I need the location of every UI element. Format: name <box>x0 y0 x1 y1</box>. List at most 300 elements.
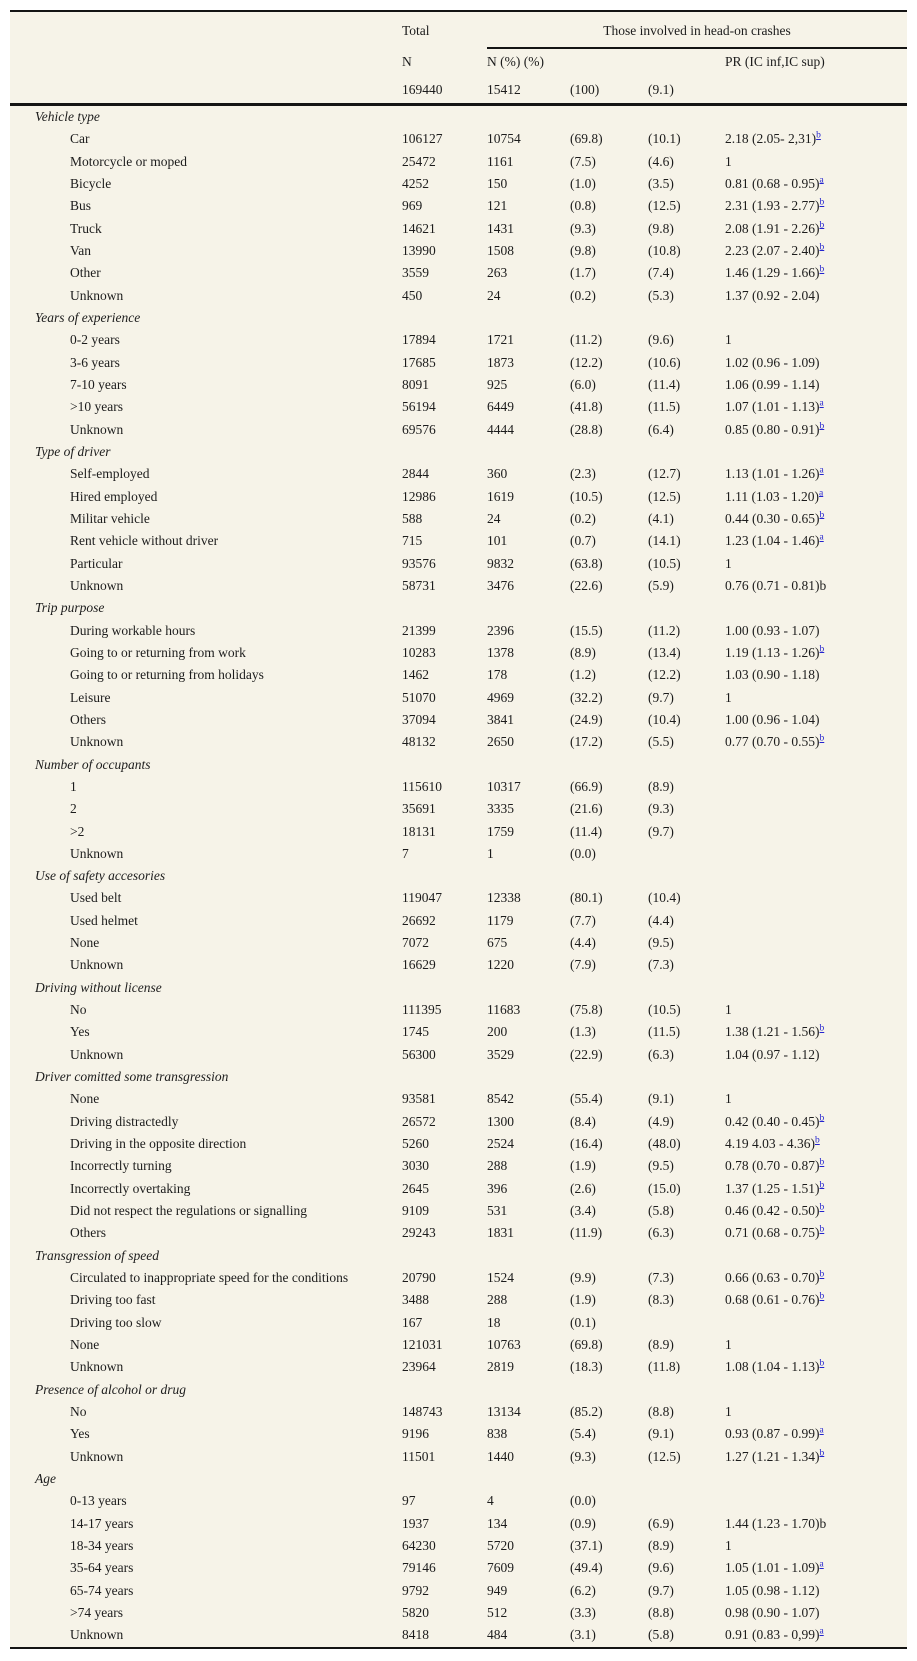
cell-total-n: 17894 <box>402 332 436 348</box>
cell-total-n: 3030 <box>402 1158 429 1174</box>
cell-pr: 0.91 (0.83 - 0,99)$^a$ <box>725 1626 824 1643</box>
cell-pct-col: (63.8) <box>570 555 603 571</box>
row-label: 35-64 years <box>70 1560 134 1576</box>
cell-total-n: 25472 <box>402 153 436 169</box>
cell-pct-col: (80.1) <box>570 890 603 906</box>
table-row <box>10 1088 907 1110</box>
row-label: Rent vehicle without driver <box>70 533 219 549</box>
cell-n: 4 <box>487 1493 494 1509</box>
cell-pct-col: (0.7) <box>570 533 596 549</box>
cell-pr: 1.08 (1.04 - 1.13)$^b$ <box>725 1358 825 1375</box>
table-row <box>10 642 907 664</box>
cell-pct-col: (41.8) <box>570 399 603 415</box>
row-label: >74 years <box>70 1604 123 1620</box>
cell-n: 2650 <box>487 734 514 750</box>
footnote-marker-a[interactable]: a <box>819 1425 824 1436</box>
section-title: Trip purpose <box>35 600 105 616</box>
cell-n: 531 <box>487 1203 508 1219</box>
cell-pr: 1.04 (0.97 - 1.12) <box>725 1046 820 1062</box>
footnote-marker-b[interactable]: b <box>819 1023 825 1034</box>
cell-n: 2524 <box>487 1136 514 1152</box>
table-row <box>10 999 907 1021</box>
table-row <box>10 1580 907 1602</box>
cell-pct-col: (2.6) <box>570 1180 596 1196</box>
table-row <box>10 932 907 954</box>
row-label: Militar vehicle <box>70 510 150 526</box>
footnote-marker-b[interactable]: b <box>819 242 825 253</box>
table-row <box>10 1401 907 1423</box>
footnote-marker-a[interactable]: a <box>819 175 824 186</box>
cell-pr: 1.44 (1.23 - 1.70)b <box>725 1515 827 1531</box>
table-row <box>10 553 907 575</box>
cell-pct-col: (9.3) <box>570 220 596 236</box>
row-label: 65-74 years <box>70 1582 134 1598</box>
row-label: Truck <box>70 220 102 236</box>
row-label: Unknown <box>70 845 124 861</box>
cell-pct-col: (22.6) <box>570 577 603 593</box>
section-header-row <box>10 1379 907 1401</box>
cell-n: 5720 <box>487 1538 514 1553</box>
table-row <box>10 620 907 642</box>
header-span-head-on-crashes <box>487 14 907 49</box>
row-label: Circulated to inappropriate speed for the conditions <box>70 1270 349 1286</box>
cell-n: 3335 <box>487 801 514 817</box>
cell-pct-row: (8.8) <box>648 1604 674 1620</box>
cell-pr <box>725 1490 907 1512</box>
cell-pct-col: (7.9) <box>570 957 596 973</box>
table-row <box>10 1513 907 1535</box>
row-label: Going to or returning from holidays <box>70 667 264 683</box>
table-row <box>10 1178 907 1200</box>
cell-n: 3841 <box>487 711 514 727</box>
cell-pr <box>725 932 907 954</box>
cell-n: 200 <box>487 1024 508 1040</box>
cell-pct-row: (48.0) <box>648 1136 681 1152</box>
cell-total-n: 111395 <box>402 1002 442 1018</box>
cell-pct-col: (69.8) <box>570 1337 603 1353</box>
header-spacer <box>570 47 648 77</box>
section-title: Vehicle type <box>35 109 100 124</box>
cell-pct-col: (16.4) <box>570 1136 603 1152</box>
cell-n: 1619 <box>487 488 514 504</box>
table-header <box>10 12 907 106</box>
table-row <box>10 486 907 508</box>
cell-pr: 0.81 (0.68 - 0.95)$^a$ <box>725 175 824 191</box>
cell-pct-col: (6.2) <box>570 1582 596 1598</box>
cell-total-n: 969 <box>402 198 423 214</box>
cell-pr <box>725 798 907 820</box>
cell-pct-col: (0.2) <box>570 287 596 303</box>
cell-pct-col: (9.9) <box>570 1270 596 1286</box>
cell-total-n: 37094 <box>402 711 436 727</box>
cell-pr: 0.93 (0.87 - 0.99)$^a$ <box>725 1425 824 1442</box>
footnote-marker-a[interactable]: a <box>819 488 824 499</box>
cell-total-n: 2645 <box>402 1180 429 1196</box>
cell-pct-row: (4.6) <box>648 153 674 169</box>
cell-pct-row <box>648 843 725 865</box>
cell-pr: 1.37 (0.92 - 2.04) <box>725 287 820 303</box>
cell-pr <box>725 910 907 932</box>
footnote-marker-b[interactable]: b <box>819 220 825 231</box>
cell-total-n: 588 <box>402 510 423 526</box>
cell-pr: 1.11 (1.03 - 1.20)$^a$ <box>725 488 824 504</box>
row-label: Car <box>70 131 90 147</box>
cell-n: 9832 <box>487 555 514 571</box>
cell-pct-row: (11.2) <box>648 622 681 638</box>
cell-pr: 0.78 (0.70 - 0.87)$^b$ <box>725 1157 825 1174</box>
cell-total-n: 56194 <box>402 399 436 415</box>
cell-pct-col: (0.0) <box>570 1493 596 1509</box>
table-row <box>10 1222 907 1244</box>
cell-pct-row: (9.6) <box>648 332 674 348</box>
footnote-marker-b[interactable]: b <box>819 1224 825 1235</box>
cell-pct-row: (9.7) <box>648 689 674 705</box>
cell-pct-col: (3.1) <box>570 1627 596 1643</box>
cell-total-n: 9196 <box>402 1426 429 1442</box>
cell-pct-row: (5.5) <box>648 734 674 750</box>
footnote-marker-a[interactable]: a <box>819 1559 824 1570</box>
cell-n: 10317 <box>487 778 521 794</box>
cell-pct-row: (14.1) <box>648 533 681 549</box>
cell-pct-row: (9.6) <box>648 1560 674 1576</box>
row-label: Bicycle <box>70 175 112 191</box>
cell-pct-col: (0.2) <box>570 510 596 526</box>
section-title: Type of driver <box>35 443 111 459</box>
footnote-marker-b[interactable]: b <box>819 421 825 432</box>
cell-pr: 1.05 (1.01 - 1.09)$^a$ <box>725 1559 824 1576</box>
cell-total-n: 7072 <box>402 935 429 951</box>
cell-pct-row: (3.5) <box>648 175 674 191</box>
cell-pct-row: (9.1) <box>648 1091 674 1107</box>
footnote-marker-b[interactable]: b <box>819 733 825 744</box>
cell-pct-row: (10.8) <box>648 242 681 258</box>
cell-pr <box>725 821 907 843</box>
row-label: Van <box>70 242 91 258</box>
cell-pct-row: (9.8) <box>648 220 674 236</box>
header-n-pct-label: N (%) (%) <box>487 54 544 69</box>
cell-n: 24 <box>487 287 501 303</box>
cell-pct-col: (1.7) <box>570 265 596 281</box>
cell-pct-col: (5.4) <box>570 1426 596 1442</box>
cell-pct-row: (5.3) <box>648 287 674 303</box>
cell-pct-col: (0.0) <box>570 845 596 861</box>
cell-n: 288 <box>487 1158 508 1174</box>
table-row <box>10 776 907 798</box>
cell-pct-row: (5.8) <box>648 1627 674 1643</box>
cell-total-n: 56300 <box>402 1046 436 1062</box>
table-row <box>10 285 907 307</box>
cell-pct-row: (12.7) <box>648 466 681 482</box>
cell-pct-row: (8.9) <box>648 1337 674 1353</box>
table-row <box>10 1423 907 1445</box>
cell-total-n: 148743 <box>402 1404 443 1420</box>
cell-n: 949 <box>487 1582 508 1598</box>
cell-pct-row: (7.3) <box>648 957 674 973</box>
cell-n: 925 <box>487 376 508 392</box>
row-label: Unknown <box>70 1359 124 1375</box>
table-row <box>10 329 907 351</box>
cell-pct-row <box>648 1490 725 1512</box>
cell-pct-row: (10.4) <box>648 890 681 906</box>
footnote-marker-b[interactable]: b <box>819 1269 825 1280</box>
cell-pr: 0.85 (0.80 - 0.91)$^b$ <box>725 421 825 437</box>
header-total-value: 169440 <box>402 82 443 97</box>
table-body <box>10 106 907 1647</box>
footnote-marker-b[interactable]: b <box>819 644 825 655</box>
cell-total-n: 1745 <box>402 1024 429 1040</box>
cell-pr <box>725 776 907 798</box>
cell-pct-row: (11.4) <box>648 376 681 392</box>
cell-total-n: 1462 <box>402 667 429 683</box>
cell-pct-col: (10.5) <box>570 488 603 504</box>
cell-pct-row: (11.8) <box>648 1359 681 1375</box>
footnote-marker-b[interactable]: b <box>819 1358 825 1369</box>
cell-pct-col: (1.3) <box>570 1024 596 1040</box>
cell-pr: 1.02 (0.96 - 1.09) <box>725 354 820 370</box>
cell-pct-row: (9.7) <box>648 823 674 839</box>
cell-total-n: 14621 <box>402 220 436 236</box>
footnote-marker-b[interactable]: b <box>816 130 821 141</box>
cell-pct-row: (8.8) <box>648 1404 674 1420</box>
section-header-row <box>10 865 907 887</box>
cell-pct-row: (10.5) <box>648 1002 681 1018</box>
cell-total-n: 3559 <box>402 265 429 281</box>
row-label: Going to or returning from work <box>70 644 246 660</box>
header-spacer <box>725 77 907 103</box>
cell-pct-row: (6.3) <box>648 1046 674 1062</box>
cell-pr: 0.76 (0.71 - 0.81)b <box>725 577 827 593</box>
table-row <box>10 1021 907 1043</box>
cell-pct-col: (0.9) <box>570 1515 596 1531</box>
cell-pct-col: (66.9) <box>570 778 603 794</box>
cell-total-n: 93576 <box>402 555 436 571</box>
section-title: Number of occupants <box>35 756 151 772</box>
row-label: No <box>70 1404 87 1420</box>
row-label: No <box>70 1002 87 1018</box>
cell-pr: 1.06 (0.99 - 1.14) <box>725 376 820 392</box>
table-row <box>10 1044 907 1066</box>
row-label: Driving distractedly <box>70 1113 179 1129</box>
cell-pct-col: (3.4) <box>570 1203 596 1219</box>
table-row <box>10 664 907 686</box>
cell-pct-col: (8.9) <box>570 644 596 660</box>
section-title: Presence of alcohol or drug <box>35 1381 186 1397</box>
cell-total-n: 115610 <box>402 778 442 794</box>
row-label: Used helmet <box>70 912 138 928</box>
cell-total-n: 26572 <box>402 1113 436 1129</box>
cell-pct-row: (12.5) <box>648 1448 681 1464</box>
cell-total-n: 450 <box>402 287 423 303</box>
row-label: Bus <box>70 198 92 214</box>
footnote-marker-a[interactable]: a <box>819 465 824 476</box>
cell-pr: 1.46 (1.29 - 1.66)$^b$ <box>725 264 825 281</box>
table-row <box>10 954 907 976</box>
cell-pct-row: (9.5) <box>648 1158 674 1174</box>
section-title: Years of experience <box>35 309 141 325</box>
cell-pct-col: (11.4) <box>570 823 603 839</box>
cell-pct-col: (1.2) <box>570 667 596 683</box>
table-row <box>10 1334 907 1356</box>
cell-total-n: 1937 <box>402 1515 429 1531</box>
cell-n: 4444 <box>487 421 514 437</box>
row-label: None <box>70 1091 100 1107</box>
cell-pct-row: (9.7) <box>648 1582 674 1598</box>
cell-total-n: 48132 <box>402 734 436 750</box>
cell-total-n: 3488 <box>402 1292 429 1308</box>
cell-pct-col: (6.0) <box>570 376 596 392</box>
cell-total-n: 106127 <box>402 131 443 147</box>
table-row <box>10 687 907 709</box>
footnote-marker-b[interactable]: b <box>815 1135 820 1146</box>
row-label: >2 <box>70 823 85 839</box>
row-label: Yes <box>70 1024 90 1040</box>
cell-pct-col: (7.5) <box>570 153 596 169</box>
table-row <box>10 575 907 597</box>
row-label: Driving too fast <box>70 1292 156 1308</box>
stats-table <box>10 10 907 1649</box>
cell-pct-col: (21.6) <box>570 801 603 817</box>
cell-total-n: 2844 <box>402 466 429 482</box>
cell-total-n: 26692 <box>402 912 436 928</box>
table-row <box>10 218 907 240</box>
cell-total-n: 51070 <box>402 689 436 705</box>
footnote-marker-b[interactable]: b <box>819 510 825 521</box>
row-label: 1 <box>70 778 77 794</box>
cell-pct-col: (28.8) <box>570 421 603 437</box>
cell-n: 12338 <box>487 890 521 906</box>
cell-pct-row: (12.2) <box>648 667 681 683</box>
cell-total-n: 119047 <box>402 890 442 906</box>
header-spacer <box>10 47 402 77</box>
cell-pr: 0.98 (0.90 - 1.07) <box>725 1604 820 1620</box>
cell-pr: 1.05 (0.98 - 1.12) <box>725 1582 820 1598</box>
cell-pr: 2.31 (1.93 - 2.77)$^b$ <box>725 197 825 214</box>
header-spacer <box>10 77 402 103</box>
cell-pct-row: (8.9) <box>648 778 674 794</box>
row-label: Driving in the opposite direction <box>70 1136 247 1152</box>
footnote-marker-a[interactable]: a <box>819 1626 824 1637</box>
cell-pct-col: (3.3) <box>570 1604 596 1620</box>
cell-pr: 1 <box>725 555 732 571</box>
cell-total-n: 11501 <box>402 1448 436 1464</box>
footnote-marker-a[interactable]: a <box>819 532 824 543</box>
cell-total-n: 12986 <box>402 488 436 504</box>
cell-pct-col: (17.2) <box>570 734 603 750</box>
footnote-marker-b[interactable]: b <box>819 264 825 275</box>
cell-pct-col: (22.9) <box>570 1046 603 1062</box>
row-label: Other <box>70 265 101 281</box>
cell-pr: 0.68 (0.61 - 0.76)$^b$ <box>725 1291 825 1308</box>
footnote-marker-b[interactable]: b <box>819 1448 825 1459</box>
cell-pct-row: (10.1) <box>648 131 681 147</box>
cell-pct-row: (7.3) <box>648 1270 674 1286</box>
table-row <box>10 128 907 150</box>
cell-pct-col: (0.8) <box>570 198 596 214</box>
table-row <box>10 173 907 195</box>
cell-n: 1378 <box>487 644 514 660</box>
cell-n: 6449 <box>487 399 514 415</box>
cell-n: 11683 <box>487 1002 521 1018</box>
cell-pr: 1 <box>725 1538 732 1553</box>
table-row <box>10 843 907 865</box>
table-row <box>10 887 907 909</box>
cell-n: 10763 <box>487 1337 521 1353</box>
row-label: Driving too slow <box>70 1314 162 1330</box>
row-label: Unknown <box>70 1627 124 1643</box>
cell-n: 1759 <box>487 823 514 839</box>
cell-pct-col: (7.7) <box>570 912 596 928</box>
cell-pr: 1 <box>725 332 732 348</box>
row-label: Leisure <box>70 689 111 705</box>
cell-pr: 1.23 (1.04 - 1.46)$^a$ <box>725 532 824 549</box>
header-pr-label: PR (IC inf,IC sup) <box>725 54 825 69</box>
cell-pct-col: (1.0) <box>570 175 596 191</box>
row-label: 18-34 years <box>70 1538 134 1553</box>
cell-n: 263 <box>487 265 508 281</box>
cell-pr: 1.03 (0.90 - 1.18) <box>725 667 820 683</box>
cell-pct-row: (10.6) <box>648 354 681 370</box>
row-label: Others <box>70 711 106 727</box>
cell-pct-col: (1.9) <box>570 1158 596 1174</box>
cell-n: 1440 <box>487 1448 514 1464</box>
cell-pct-col: (9.3) <box>570 1448 596 1464</box>
cell-total-n: 35691 <box>402 801 436 817</box>
cell-pct-row: (6.9) <box>648 1515 674 1531</box>
cell-n: 1431 <box>487 220 514 236</box>
cell-n: 1508 <box>487 242 514 258</box>
table-row <box>10 1267 907 1289</box>
cell-pr: 4.19 4.03 - 4.36)$^b$ <box>725 1135 820 1152</box>
cell-pr: 0.44 (0.30 - 0.65)$^b$ <box>725 510 825 526</box>
cell-n: 18 <box>487 1314 501 1330</box>
cell-pct-row: (6.4) <box>648 421 674 437</box>
footnote-marker-b[interactable]: b <box>819 1113 825 1124</box>
footnote-marker-b[interactable]: b <box>819 1291 825 1302</box>
cell-total-n: 10283 <box>402 644 436 660</box>
header-pct-row-value: (9.1) <box>648 82 674 97</box>
cell-pct-col: (11.9) <box>570 1225 603 1241</box>
cell-pct-row: (9.1) <box>648 1426 674 1442</box>
table-row <box>10 709 907 731</box>
footnote-marker-b[interactable]: b <box>819 197 825 208</box>
footnote-marker-b[interactable]: b <box>819 1157 825 1168</box>
section-header-row <box>10 106 907 128</box>
cell-n: 838 <box>487 1426 508 1442</box>
cell-total-n: 121031 <box>402 1337 443 1353</box>
cell-total-n: 715 <box>402 533 423 549</box>
row-label: Unknown <box>70 577 124 593</box>
cell-pr: 1 <box>725 1337 732 1353</box>
row-label: Unknown <box>70 1046 124 1062</box>
cell-total-n: 17685 <box>402 354 436 370</box>
cell-total-n: 13990 <box>402 242 436 258</box>
footnote-marker-b[interactable]: b <box>819 1202 825 1213</box>
cell-n: 134 <box>487 1515 508 1531</box>
cell-n: 360 <box>487 466 508 482</box>
row-label: Did not respect the regulations or signalling <box>70 1203 307 1219</box>
footnote-marker-a[interactable]: a <box>819 398 824 409</box>
table-row <box>10 1200 907 1222</box>
row-label: Used belt <box>70 890 122 906</box>
cell-n: 24 <box>487 510 501 526</box>
footnote-marker-b[interactable]: b <box>819 1180 825 1191</box>
cell-n: 3476 <box>487 577 514 593</box>
cell-total-n: 20790 <box>402 1270 436 1286</box>
cell-pct-row: (4.4) <box>648 912 674 928</box>
row-label: Yes <box>70 1426 90 1442</box>
section-title: Transgression of speed <box>35 1247 160 1263</box>
cell-pr: 2.08 (1.91 - 2.26)$^b$ <box>725 220 825 236</box>
